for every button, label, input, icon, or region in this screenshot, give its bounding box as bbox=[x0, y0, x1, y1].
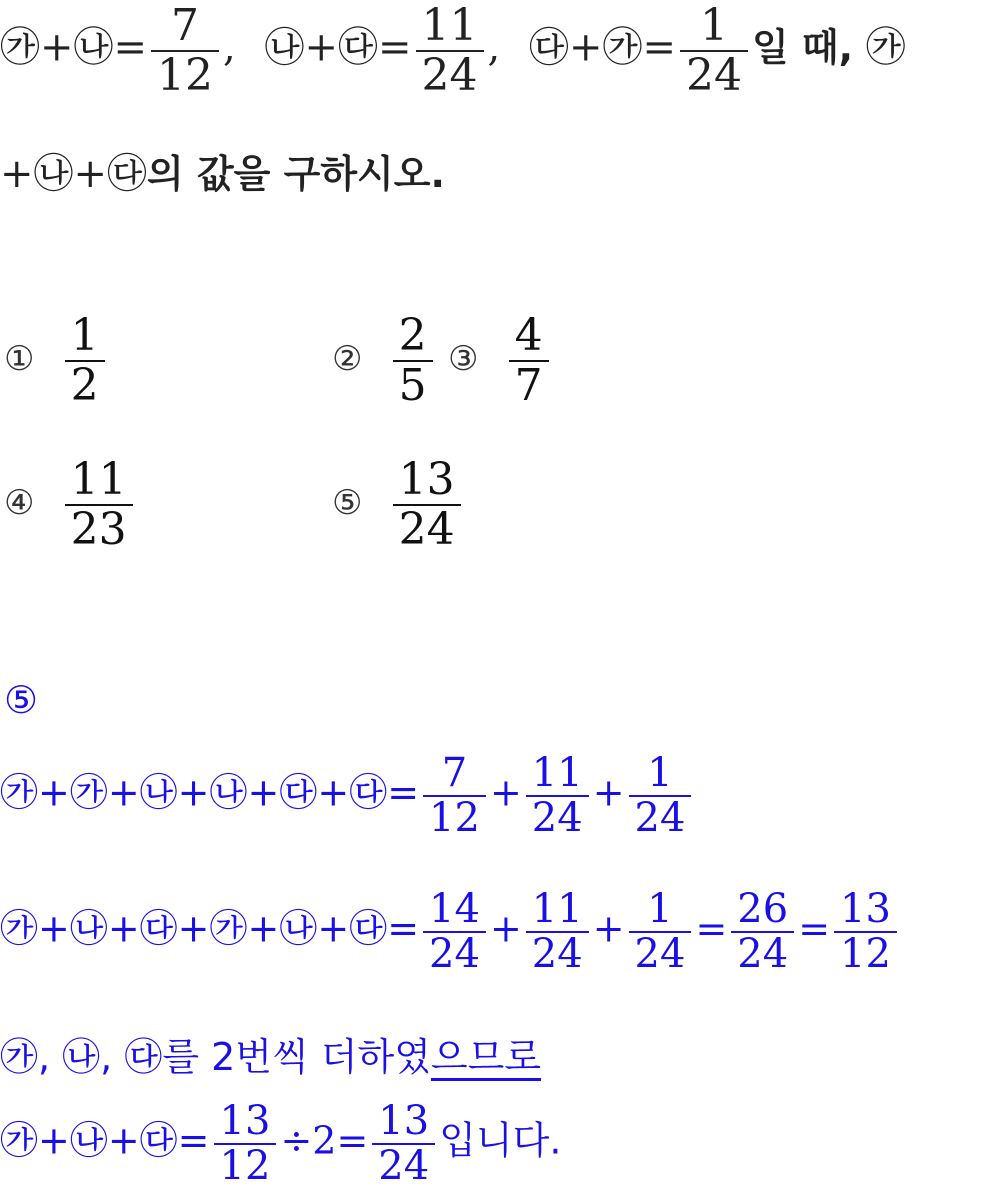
fraction: $\frac{11}{24}$ bbox=[526, 888, 589, 976]
fraction: $\frac{7}{12}$ bbox=[151, 2, 219, 99]
fraction: $\frac{11}{24}$ bbox=[416, 2, 484, 99]
solution-line-4: ㉮+㉯+㉰= $\frac{13}{12}$ ÷2= $\frac{13}{24}$ 입니다. bbox=[0, 1098, 562, 1190]
fraction: $\frac{11}{23}$ bbox=[65, 456, 133, 553]
fraction: $\frac{13}{12}$ bbox=[834, 888, 897, 976]
choice-5[interactable] bbox=[332, 456, 465, 553]
fraction: $\frac{11}{24}$ bbox=[526, 752, 589, 840]
question-line-1: ㉮+㉯= $\frac{7}{12}$ , ㉯+㉰= $\frac{11}{24}$ , ㉰+㉮= $\frac{1}{24}$ 일 때, ㉮ bbox=[0, 0, 906, 101]
fraction: $\frac{7}{12}$ bbox=[423, 752, 486, 840]
fraction: $\frac{1}{24}$ bbox=[680, 2, 748, 99]
symbol-ga: ㉮ bbox=[0, 24, 40, 71]
choice-4[interactable] bbox=[4, 456, 137, 553]
choice-2[interactable] bbox=[332, 312, 437, 409]
choice-mark: ③ bbox=[448, 339, 479, 380]
solution-line-2: ㉮+㉯+㉰+㉮+㉯+㉰= $\frac{14}{24}$ + $\frac{11}{24}$ + $\frac{1}{24}$ = $\frac{26}{24}$ = $\frac{13}{12}$ bbox=[0, 888, 901, 976]
solution-answer: ⑤ bbox=[4, 678, 39, 722]
choice-mark: ⑤ bbox=[332, 483, 363, 524]
question-prompt: 의 값을 구하시오. bbox=[147, 152, 445, 196]
choice-3[interactable] bbox=[448, 312, 553, 409]
fraction: $\frac{2}{5}$ bbox=[393, 312, 433, 409]
fraction: $\frac{14}{24}$ bbox=[423, 888, 486, 976]
solution-line-3: ㉮, ㉯, ㉰를 2번씩 더하였으므로 bbox=[0, 1035, 542, 1079]
choice-1[interactable] bbox=[4, 312, 109, 409]
fraction: $\frac{13}{24}$ bbox=[393, 456, 461, 553]
choice-mark: ② bbox=[332, 339, 363, 380]
fraction: $\frac{1}{24}$ bbox=[629, 888, 692, 976]
fraction: $\frac{13}{24}$ bbox=[372, 1100, 435, 1188]
question-tail: 일 때, bbox=[751, 25, 854, 70]
solution-line-1: ㉮+㉮+㉯+㉯+㉰+㉰= $\frac{7}{12}$ + $\frac{11}{24}$ + $\frac{1}{24}$ bbox=[0, 752, 695, 840]
fraction: $\frac{13}{12}$ bbox=[214, 1100, 277, 1188]
fraction: $\frac{4}{7}$ bbox=[509, 312, 549, 409]
fraction: $\frac{1}{24}$ bbox=[629, 752, 692, 840]
choice-mark: ④ bbox=[4, 483, 35, 524]
fraction: $\frac{26}{24}$ bbox=[731, 888, 794, 976]
symbol-na: ㉯ bbox=[73, 24, 114, 71]
fraction: $\frac{1}{2}$ bbox=[65, 312, 105, 409]
choice-mark: ① bbox=[4, 339, 35, 380]
question-line-2: +㉯+㉰의 값을 구하시오. bbox=[0, 151, 445, 197]
